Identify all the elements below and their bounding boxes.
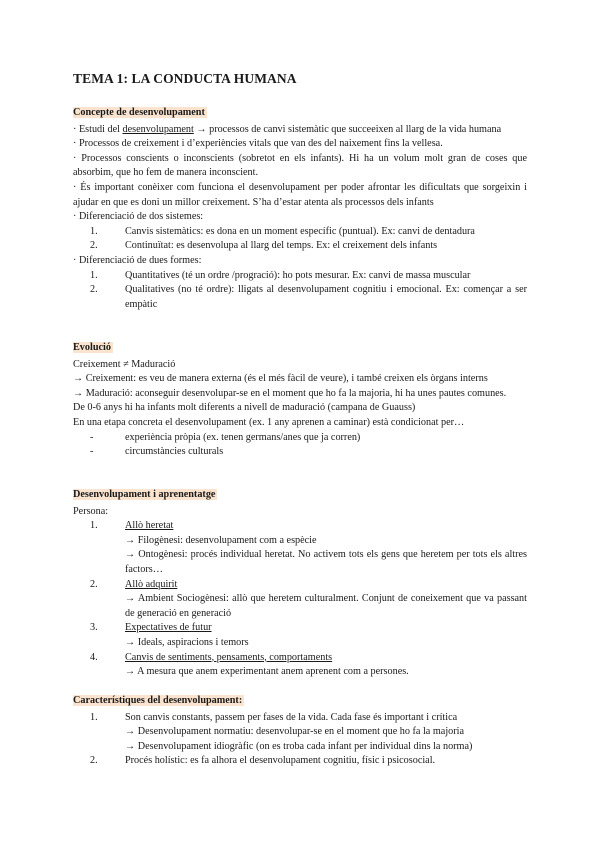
paragraph: En una etapa concreta el desenvolupament (ex. 1 any aprenen a caminar) està condicionat per…	[73, 416, 465, 428]
list-item: 1. Allò heretat	[90, 520, 174, 532]
sub-item: → A mesura que anem experimentant anem aprenent com a persones.	[125, 666, 409, 678]
section-aprenentatge	[73, 488, 527, 680]
sub-item: → Filogènesi: desenvolupament com a espècie	[125, 534, 317, 546]
list-item: 2. Qualitatives (no té ordre): lligats al desenvolupament cognitiu i emocional. Ex: començar a ser empàtic	[90, 284, 527, 310]
paragraph: Persona:	[73, 505, 109, 517]
heading-concepte: Concepte de desenvolupament	[73, 107, 205, 118]
list-item: 3. Expectatives de futur	[90, 622, 212, 634]
sub-item: → Desenvolupament normatiu: desenvolupar-se en el moment que ho fa la majoria	[125, 726, 464, 738]
paragraph: → Creixement: es veu de manera externa (és el més fàcil de veure), i també creixen els òrgans interns	[73, 373, 488, 385]
paragraph: · Processos conscients o inconscients (sobretot en els infants). Hi ha un volum molt gran de coses que absorbim, que ho fem de manera inconscient.	[73, 152, 527, 179]
paragraph: · Estudi del desenvolupament → processos de canvi sistemàtic que succeeixen al llarg de la vida humana	[73, 123, 502, 135]
section-evolucio	[73, 341, 527, 460]
list-item: 2. Continuïtat: es desenvolupa al llarg del temps. Ex: el creixement dels infants	[90, 240, 438, 252]
list-item: 2. Procés holístic: es fa alhora el desenvolupament cognitiu, físic i psicosocial.	[90, 755, 436, 767]
list-item: 1. Son canvis constants, passem per fases de la vida. Cada fase és important i crítica	[90, 711, 458, 723]
list-item: - circumstàncies culturals	[90, 446, 224, 458]
paragraph: → Maduració: aconseguir desenvolupar-se en el moment que ho fa la majoria, hi ha unes pautes comunes.	[73, 387, 507, 399]
list-item: 2. Allò adquirit	[90, 578, 178, 590]
term-desenvolupament: desenvolupament	[122, 123, 194, 135]
paragraph: · Processos de creixement i d’experiències vitals que van des del naixement fins la vellesa.	[73, 138, 443, 150]
list-item: 1. Quantitatives (té un ordre /progració): ho pots mesurar. Ex: canvi de massa muscular	[90, 269, 471, 281]
paragraph: De 0-6 anys hi ha infants molt diferents a nivell de maduració (campana de Guauss)	[73, 402, 416, 414]
paragraph: · Diferenciació de dues formes:	[73, 254, 202, 266]
sub-item: → Ideals, aspiracions i temors	[125, 636, 249, 648]
paragraph: · Diferenciació de dos sistemes:	[73, 211, 204, 223]
heading-evolucio: Evolució	[73, 342, 111, 353]
section-caracteristiques	[73, 694, 527, 769]
heading-caracteristiques: Característiques del desenvolupament:	[73, 695, 243, 706]
list-item: 1. Canvis sistemàtics: es dona en un moment específic (puntual). Ex: canvi de dentadura	[90, 225, 475, 237]
heading-aprenentatge: Desenvolupament i aprenentatge	[73, 489, 216, 500]
list-item: 4. Canvis de sentiments, pensaments, comportaments	[90, 651, 333, 663]
paragraph: · És important conèixer com funciona el desenvolupament per poder afrontar les dificultats que sorgeixin i ajudar en que es doni un millor creixement. S’ha d’estar atenta als processos dels infants	[73, 181, 527, 208]
sub-item: → Ambient Sociogènesi: allò que heretem culturalment. Conjunt de coneixement que va passant de generació en generació	[125, 593, 527, 619]
paragraph: Creixement ≠ Maduració	[73, 358, 176, 370]
list-sistemes	[73, 225, 527, 254]
sub-item: → Desenvolupament idiogràfic (on es troba cada infant per individual dins la norma)	[125, 740, 473, 752]
list-item: - experiència pròpia (ex. tenen germans/anes que ja corren)	[90, 431, 361, 443]
sub-item: → Ontogènesi: procés individual heretat. No activem tots els gens que heretem per tots els altres factors…	[125, 549, 527, 575]
document-title: TEMA 1: LA CONDUCTA HUMANA	[73, 71, 297, 86]
list-formes	[73, 269, 527, 313]
section-concepte	[73, 106, 527, 312]
